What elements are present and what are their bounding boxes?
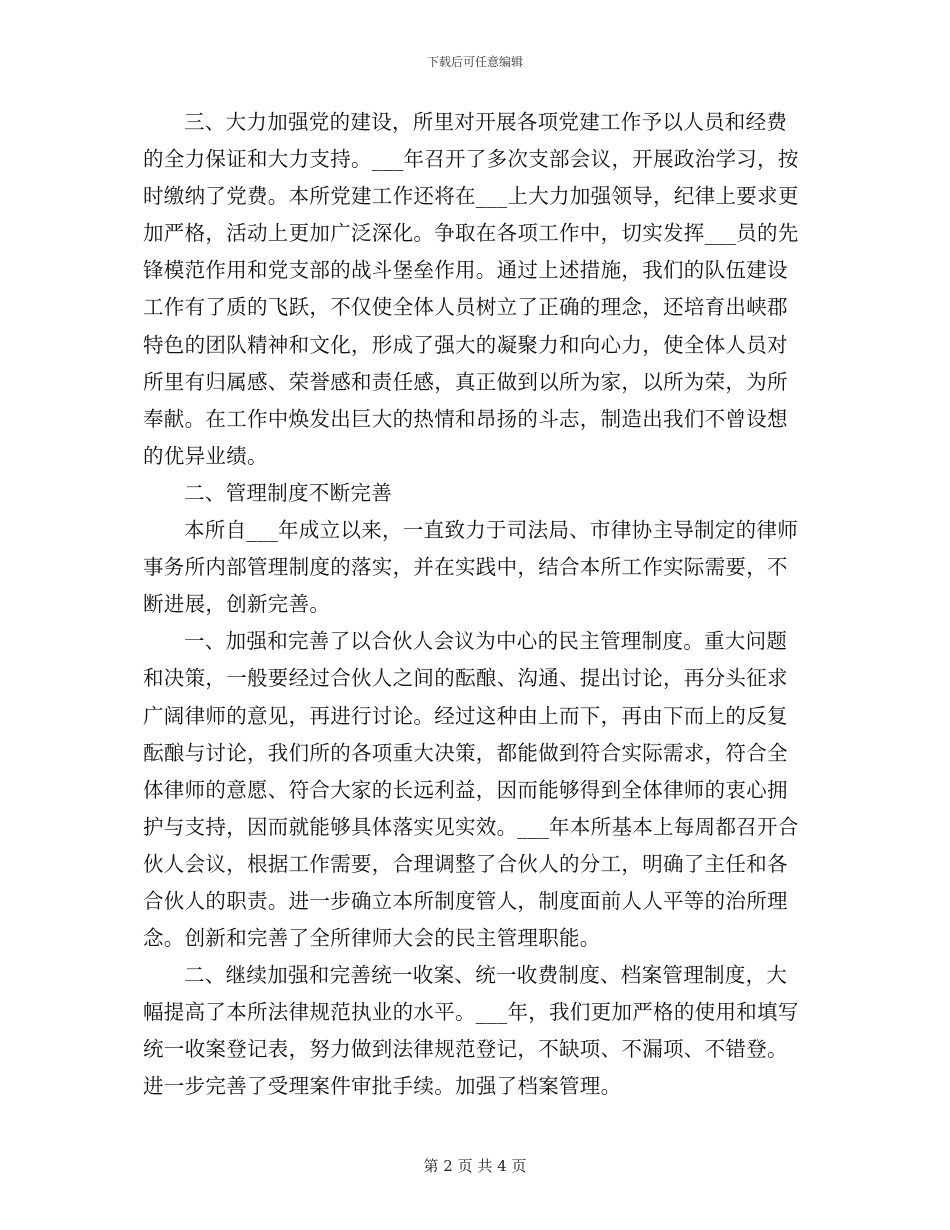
page-footer: 第 2 页 共 4 页: [423, 1157, 527, 1175]
section-heading-management: 二、管理制度不断完善: [184, 480, 392, 505]
paragraph-management-intro: 本所自___年成立以来，一直致力于司法局、市律协主导制定的律师事务所内部管理制度的落实，并在实践中，结合本所工作实际需要，不断进展，创新完善。: [143, 518, 799, 617]
paragraph-case-management: 二、继续加强和完善统一收案、统一收费制度、档案管理制度，大幅提高了本所法律规范执业的水平。___年，我们更加严格的使用和填写统一收案登记表，努力做到法律规范登记，不缺项、不漏项、不错登。进一步完善了受理案件审批手续。加强了档案管理。: [143, 963, 799, 1099]
paragraph-party-building: 三、大力加强党的建设，所里对开展各项党建工作予以人员和经费的全力保证和大力支持。___年召开了多次支部会议，开展政治学习，按时缴纳了党费。本所党建工作还将在___上大力加强领导，纪律上要求更加严格，活动上更加广泛深化。争取在各项工作中，切实发挥___员的先锋模范作用和党支部的战斗堡垒作用。通过上述措施，我们的队伍建设工作有了质的飞跃，不仅使全体人员树立了正确的理念，还培育出峡郡特色的团队精神和文化，形成了强大的凝聚力和向心力，使全体人员对所里有归属感、荣誉感和责任感，真正做到以所为家，以所为荣，为所奉献。在工作中焕发出巨大的热情和昂扬的斗志，制造出我们不曾设想的优异业绩。: [143, 110, 799, 468]
page-header: 下载后可任意编辑: [426, 55, 523, 69]
paragraph-partner-meeting: 一、加强和完善了以合伙人会议为中心的民主管理制度。重大问题和决策，一般要经过合伙人之间的酝酿、沟通、提出讨论，再分头征求广阔律师的意见，再进行讨论。经过这种由上而下，再由下而上的反复酝酿与讨论，我们所的各项重大决策，都能做到符合实际需求，符合全体律师的意愿、符合大家的长远利益，因而能够得到全体律师的衷心拥护与支持，因而就能够具体落实见实效。___年本所基本上每周都召开合伙人会议，根据工作需要，合理调整了合伙人的分工，明确了主任和各合伙人的职责。进一步确立本所制度管人，制度面前人人平等的治所理念。创新和完善了全所律师大会的民主管理职能。: [143, 629, 799, 951]
document-body: [143, 104, 807, 1106]
